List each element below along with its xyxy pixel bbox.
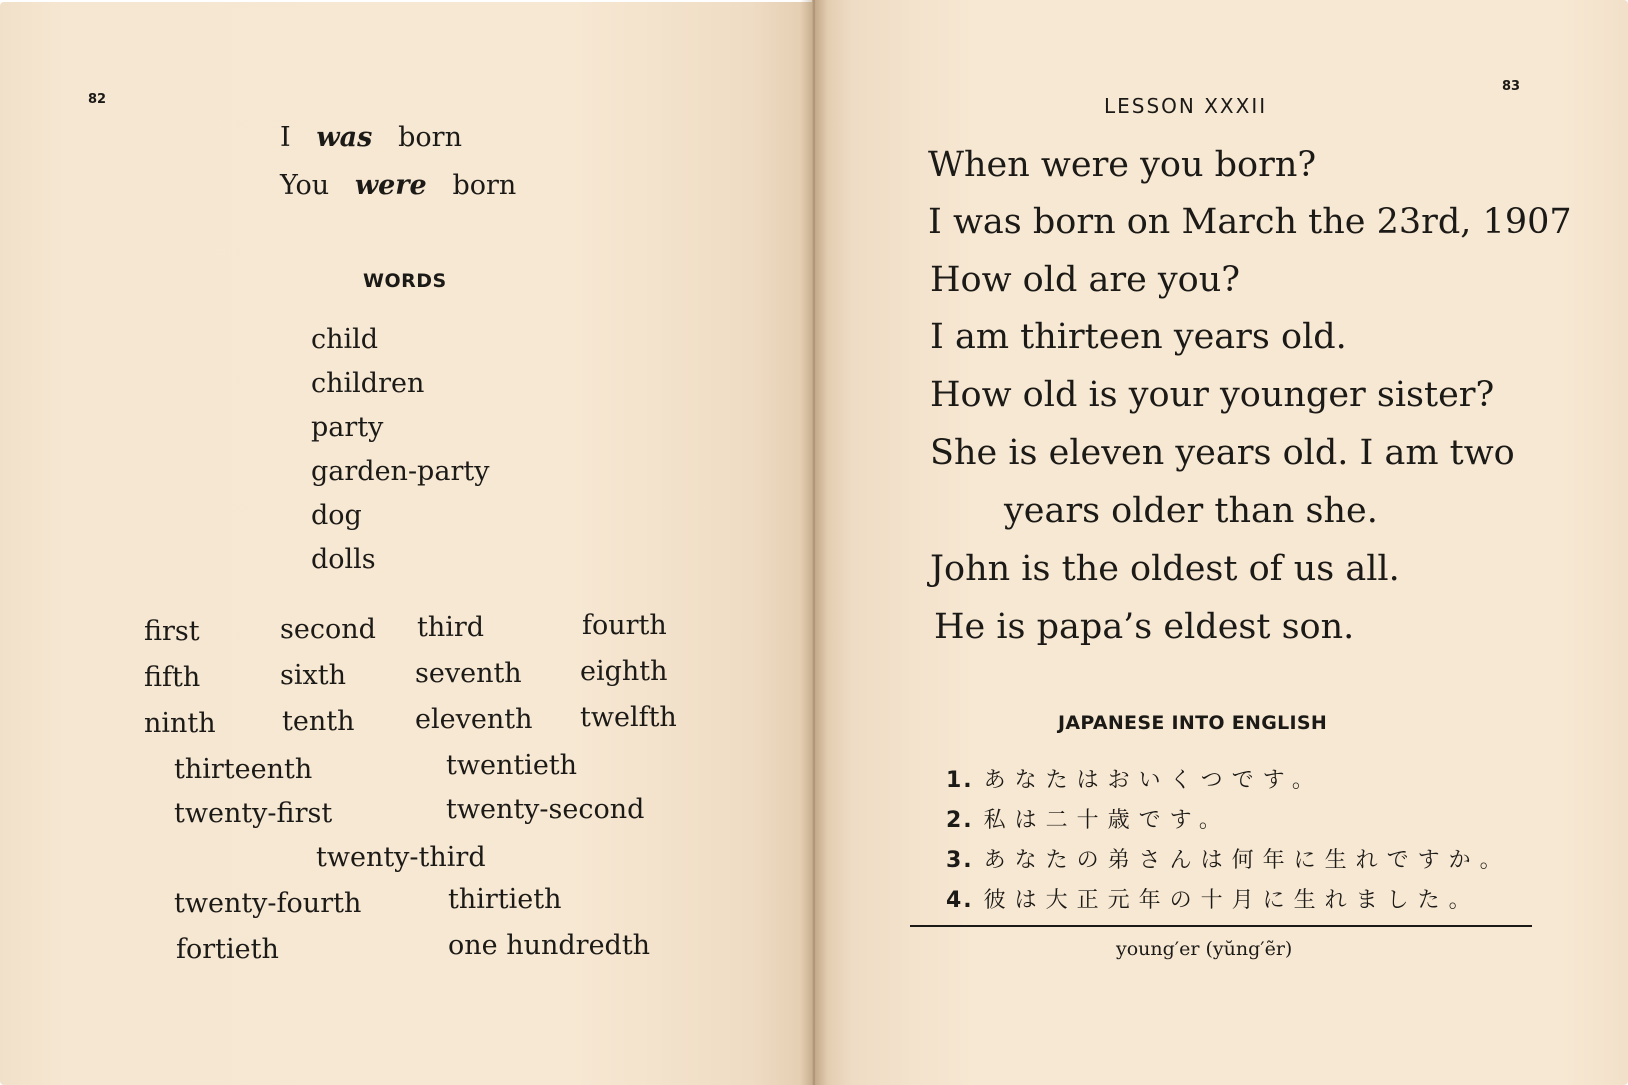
exercise-item	[946, 810, 1230, 832]
sentence-line: How old is your younger sister?	[930, 375, 1495, 415]
example-subject: I	[280, 122, 291, 153]
example-verb: was	[316, 122, 373, 153]
ordinal-word: twentieth	[446, 750, 578, 781]
footnote: young′er (yŭng′ẽr)	[1116, 938, 1293, 960]
exercise-text: 私は二十歳です。	[983, 808, 1230, 833]
ordinal-word: fifth	[144, 662, 201, 693]
exercise-number: 1.	[946, 768, 974, 793]
ordinal-word: twenty-fourth	[174, 888, 362, 919]
example-rest: born	[452, 170, 517, 201]
exercise-number: 4.	[946, 888, 974, 913]
footnote-rule	[910, 925, 1532, 927]
sentence-line: I was born on March the 23rd, 1907	[928, 202, 1572, 242]
word-item: children	[311, 368, 425, 399]
word-item: dog	[311, 500, 362, 531]
ordinal-word: twenty-second	[446, 794, 645, 825]
sentence-line: John is the oldest of us all.	[930, 549, 1400, 589]
word-item: garden-party	[311, 456, 490, 487]
exercise-number: 2.	[946, 808, 974, 833]
exercise-text: あなたの弟さんは何年に生れですか。	[983, 848, 1511, 873]
example-line-1	[280, 124, 462, 151]
example-subject: You	[280, 170, 330, 201]
sentence-line: How old are you?	[930, 260, 1241, 300]
sentence-line: years older than she.	[1004, 491, 1378, 531]
left-page-number: 82	[88, 92, 107, 107]
exercise-item	[946, 770, 1323, 792]
exercise-text: 彼は大正元年の十月に生れました。	[983, 888, 1480, 913]
exercise-text: あなたはおいくつです。	[983, 768, 1323, 793]
ordinal-word: tenth	[282, 706, 355, 737]
example-line-2	[280, 172, 516, 199]
exercise-number: 3.	[946, 848, 974, 873]
word-item: dolls	[311, 544, 376, 575]
ordinal-word: twenty-third	[316, 842, 486, 873]
lesson-title: LESSON XXXII	[1104, 94, 1268, 118]
word-item: party	[311, 412, 384, 443]
ordinal-word: eighth	[580, 656, 668, 687]
ordinal-word: one hundredth	[448, 930, 651, 961]
sentence-line: She is eleven years old. I am two	[930, 433, 1515, 473]
ordinal-word: thirteenth	[174, 754, 313, 785]
word-item: child	[311, 324, 379, 355]
exercise-item	[946, 890, 1480, 912]
sentence-line: He is papa’s eldest son.	[934, 607, 1355, 647]
example-rest: born	[398, 122, 462, 153]
left-page	[0, 2, 816, 1085]
ordinal-word: first	[144, 616, 200, 647]
ordinal-word: fortieth	[176, 934, 279, 965]
ordinal-word: seventh	[415, 658, 522, 689]
ordinal-word: ninth	[144, 708, 216, 739]
words-heading: WORDS	[363, 270, 447, 292]
ordinal-word: fourth	[582, 610, 667, 641]
example-verb: were	[354, 170, 427, 201]
sentence-line: I am thirteen years old.	[930, 317, 1347, 357]
exercise-item	[946, 850, 1511, 872]
ordinal-word: twelfth	[580, 702, 677, 733]
ordinal-word: second	[280, 614, 376, 645]
ordinal-word: thirtieth	[448, 884, 562, 915]
sentence-line: When were you born?	[928, 145, 1317, 185]
book-gutter	[800, 0, 828, 1085]
ordinal-word: eleventh	[415, 704, 533, 735]
right-page-number: 83	[1502, 79, 1521, 94]
exercise-heading: JAPANESE INTO ENGLISH	[1058, 712, 1328, 734]
ordinal-word: third	[417, 612, 485, 643]
ordinal-word: sixth	[280, 660, 346, 691]
ordinal-word: twenty-first	[174, 798, 333, 829]
